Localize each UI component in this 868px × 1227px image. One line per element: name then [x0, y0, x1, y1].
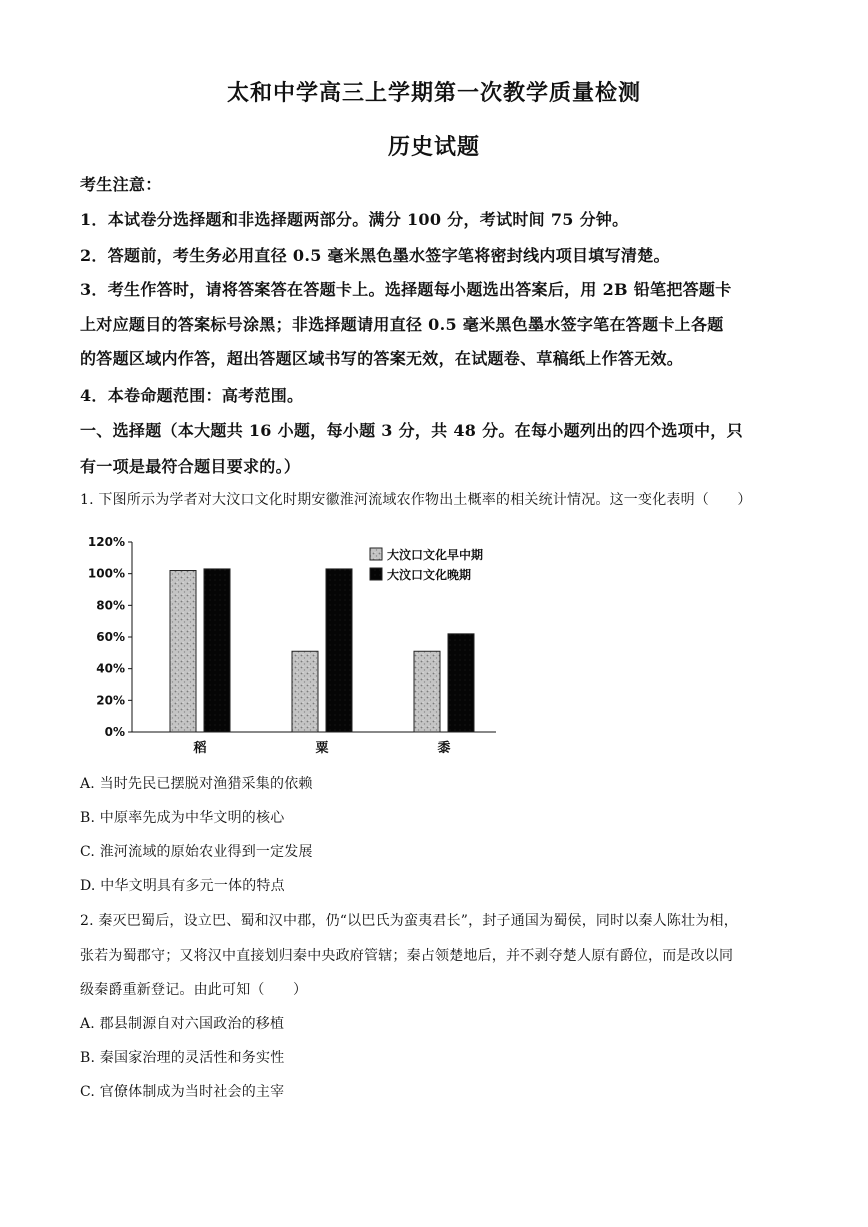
x-axis-labels — [192, 740, 450, 756]
x-tick-label: 稻 — [193, 741, 207, 756]
question-2-stem-line-2: 张若为蜀郡守；又将汉中直接划归秦中央政府管辖；秦占领楚地后，并不剥夺楚人原有爵位，而是改以同 — [80, 948, 734, 964]
bar-late-2 — [448, 634, 474, 732]
y-tick-label: 60% — [96, 630, 125, 644]
bar-late-0 — [204, 569, 230, 732]
notice-item-3-line-1: 3．考生作答时，请将答案答在答题卡上。选择题每小题选出答案后，用 2B 铅笔把答题卡 — [80, 280, 732, 299]
question-2-option-c: C. 官僚体制成为当时社会的主宰 — [80, 1084, 285, 1100]
legend-swatch — [370, 548, 382, 560]
exam-title: 太和中学高三上学期第一次教学质量检测 — [226, 80, 641, 106]
bar-late-1 — [326, 569, 352, 732]
question-2-stem-line-1: 2. 秦灭巴蜀后，设立巴、蜀和汉中郡，仍“以巴氏为蛮夷君长”，封子通国为蜀侯，同时以秦人陈壮为相， — [80, 913, 738, 929]
notice-heading: 考生注意： — [80, 175, 162, 194]
legend-label: 大汶口文化早中期 — [387, 548, 484, 562]
y-axis-ticks — [88, 535, 132, 739]
y-tick-label: 20% — [96, 693, 125, 708]
y-tick-label: 100% — [87, 566, 125, 581]
bar-marks — [170, 569, 474, 732]
crop-probability-bar-chart — [78, 528, 518, 760]
x-tick-label: 粟 — [315, 741, 329, 756]
section-heading-line-1: 一、选择题（本大题共 16 小题，每小题 3 分，共 48 分。在每小题列出的四个选项中，只 — [80, 421, 743, 440]
question-1-stem: 1. 下图所示为学者对大汶口文化时期安徽淮河流域农作物出土概率的相关统计情况。这一变化表明（ ） — [80, 492, 752, 508]
question-1-option-b: B. 中原率先成为中华文明的核心 — [80, 810, 285, 826]
question-1-option-d: D. 中华文明具有多元一体的特点 — [80, 878, 285, 894]
notice-item-3-line-2: 上对应题目的答案标号涂黑；非选择题请用直径 0.5 毫米黑色墨水签字笔在答题卡上各题 — [80, 315, 724, 334]
y-tick-label: 120% — [87, 535, 125, 549]
x-tick-label: 黍 — [437, 741, 451, 756]
y-tick-label: 0% — [104, 725, 125, 739]
chart-legend — [370, 547, 483, 582]
bar-early-middle-2 — [414, 651, 440, 732]
y-tick-label: 40% — [96, 661, 125, 676]
bar-early-middle-1 — [292, 651, 318, 732]
notice-item-3-line-3: 的答题区域内作答，超出答题区域书写的答案无效，在试题卷、草稿纸上作答无效。 — [80, 349, 684, 368]
y-tick-label: 80% — [96, 598, 125, 613]
legend-swatch — [370, 568, 382, 580]
notice-item-4: 4．本卷命题范围：高考范围。 — [80, 386, 304, 405]
exam-subject: 历史试题 — [387, 134, 480, 160]
notice-item-2: 2．答题前，考生务必用直径 0.5 毫米黑色墨水签字笔将密封线内项目填写清楚。 — [80, 246, 670, 265]
question-2-option-b: B. 秦国家治理的灵活性和务实性 — [80, 1050, 285, 1066]
section-heading-line-2: 有一项是最符合题目要求的。） — [80, 457, 301, 476]
notice-item-1: 1．本试卷分选择题和非选择题两部分。满分 100 分，考试时间 75 分钟。 — [80, 210, 629, 229]
question-2-option-a: A. 郡县制源自对六国政治的移植 — [80, 1016, 285, 1032]
legend-label: 大汶口文化晚期 — [387, 568, 472, 582]
bar-early-middle-0 — [170, 571, 196, 733]
question-1-option-a: A. 当时先民已摆脱对渔猎采集的依赖 — [80, 776, 313, 792]
question-2-stem-line-3: 级秦爵重新登记。由此可知（ ） — [80, 982, 308, 998]
question-1-option-c: C. 淮河流域的原始农业得到一定发展 — [80, 844, 313, 860]
